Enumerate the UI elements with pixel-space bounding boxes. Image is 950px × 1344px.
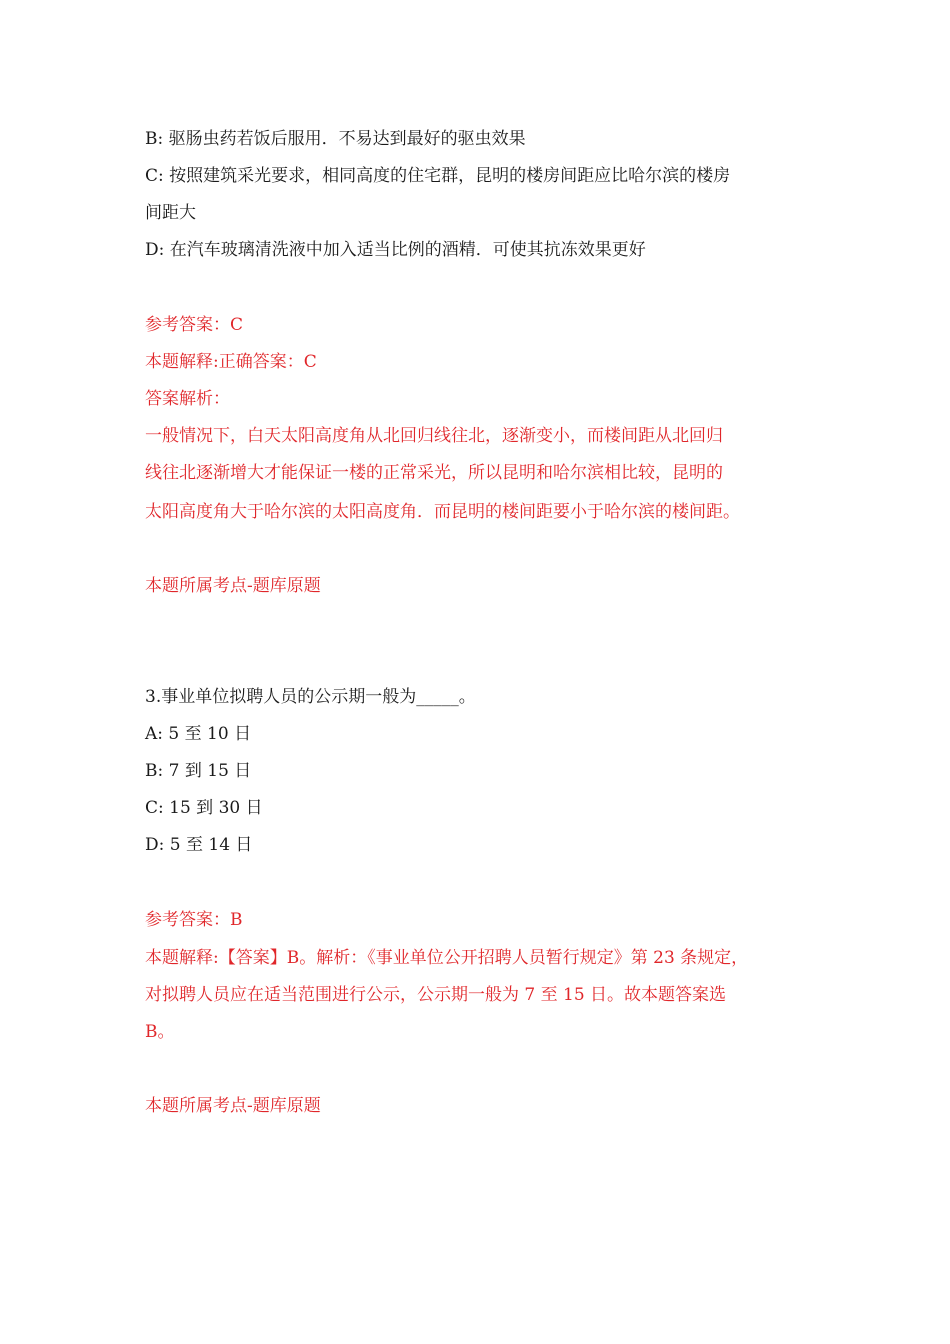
q3-answer: 参考答案：B: [145, 910, 243, 930]
q3-option-d: D: 5 至 14 日: [145, 835, 253, 855]
q2-answer: 参考答案：C: [145, 315, 244, 335]
q3-question: 3.事业单位拟聘人员的公示期一般为_____。: [145, 687, 476, 707]
q3-option-b: B: 7 到 15 日: [145, 761, 252, 781]
q2-option-c-line2: 间距大: [145, 203, 196, 223]
q2-analysis-line3: 太阳高度角大于哈尔滨的太阳高度角．而昆明的楼间距要小于哈尔滨的楼间距。: [145, 502, 740, 522]
q2-analysis-line1: 一般情况下，白天太阳高度角从北回归线往北，逐渐变小，而楼间距从北回归: [145, 426, 723, 446]
q2-explanation-label: 本题解释:正确答案：C: [145, 352, 317, 372]
q2-option-d: D: 在汽车玻璃清洗液中加入适当比例的酒精．可使其抗冻效果更好: [145, 240, 646, 260]
q2-analysis-label: 答案解析：: [145, 389, 230, 409]
q3-explanation-line2: 对拟聘人员应在适当范围进行公示，公示期一般为 7 至 15 日。故本题答案选: [145, 985, 727, 1005]
q2-knowledge-point: 本题所属考点-题库原题: [145, 576, 321, 596]
q3-option-c: C: 15 到 30 日: [145, 798, 263, 818]
q3-explanation-line3: B。: [145, 1022, 175, 1042]
q2-option-c-line1: C: 按照建筑采光要求，相同高度的住宅群，昆明的楼房间距应比哈尔滨的楼房: [145, 166, 731, 186]
q3-option-a: A: 5 至 10 日: [145, 724, 252, 744]
q3-knowledge-point: 本题所属考点-题库原题: [145, 1096, 321, 1116]
q3-explanation-line1: 本题解释:【答案】B。解析：《事业单位公开招聘人员暂行规定》第 23 条规定，: [145, 948, 749, 968]
q2-option-b: B: 驱肠虫药若饭后服用．不易达到最好的驱虫效果: [145, 129, 526, 149]
q2-analysis-line2: 线往北逐渐增大才能保证一楼的正常采光，所以昆明和哈尔滨相比较，昆明的: [145, 463, 723, 483]
